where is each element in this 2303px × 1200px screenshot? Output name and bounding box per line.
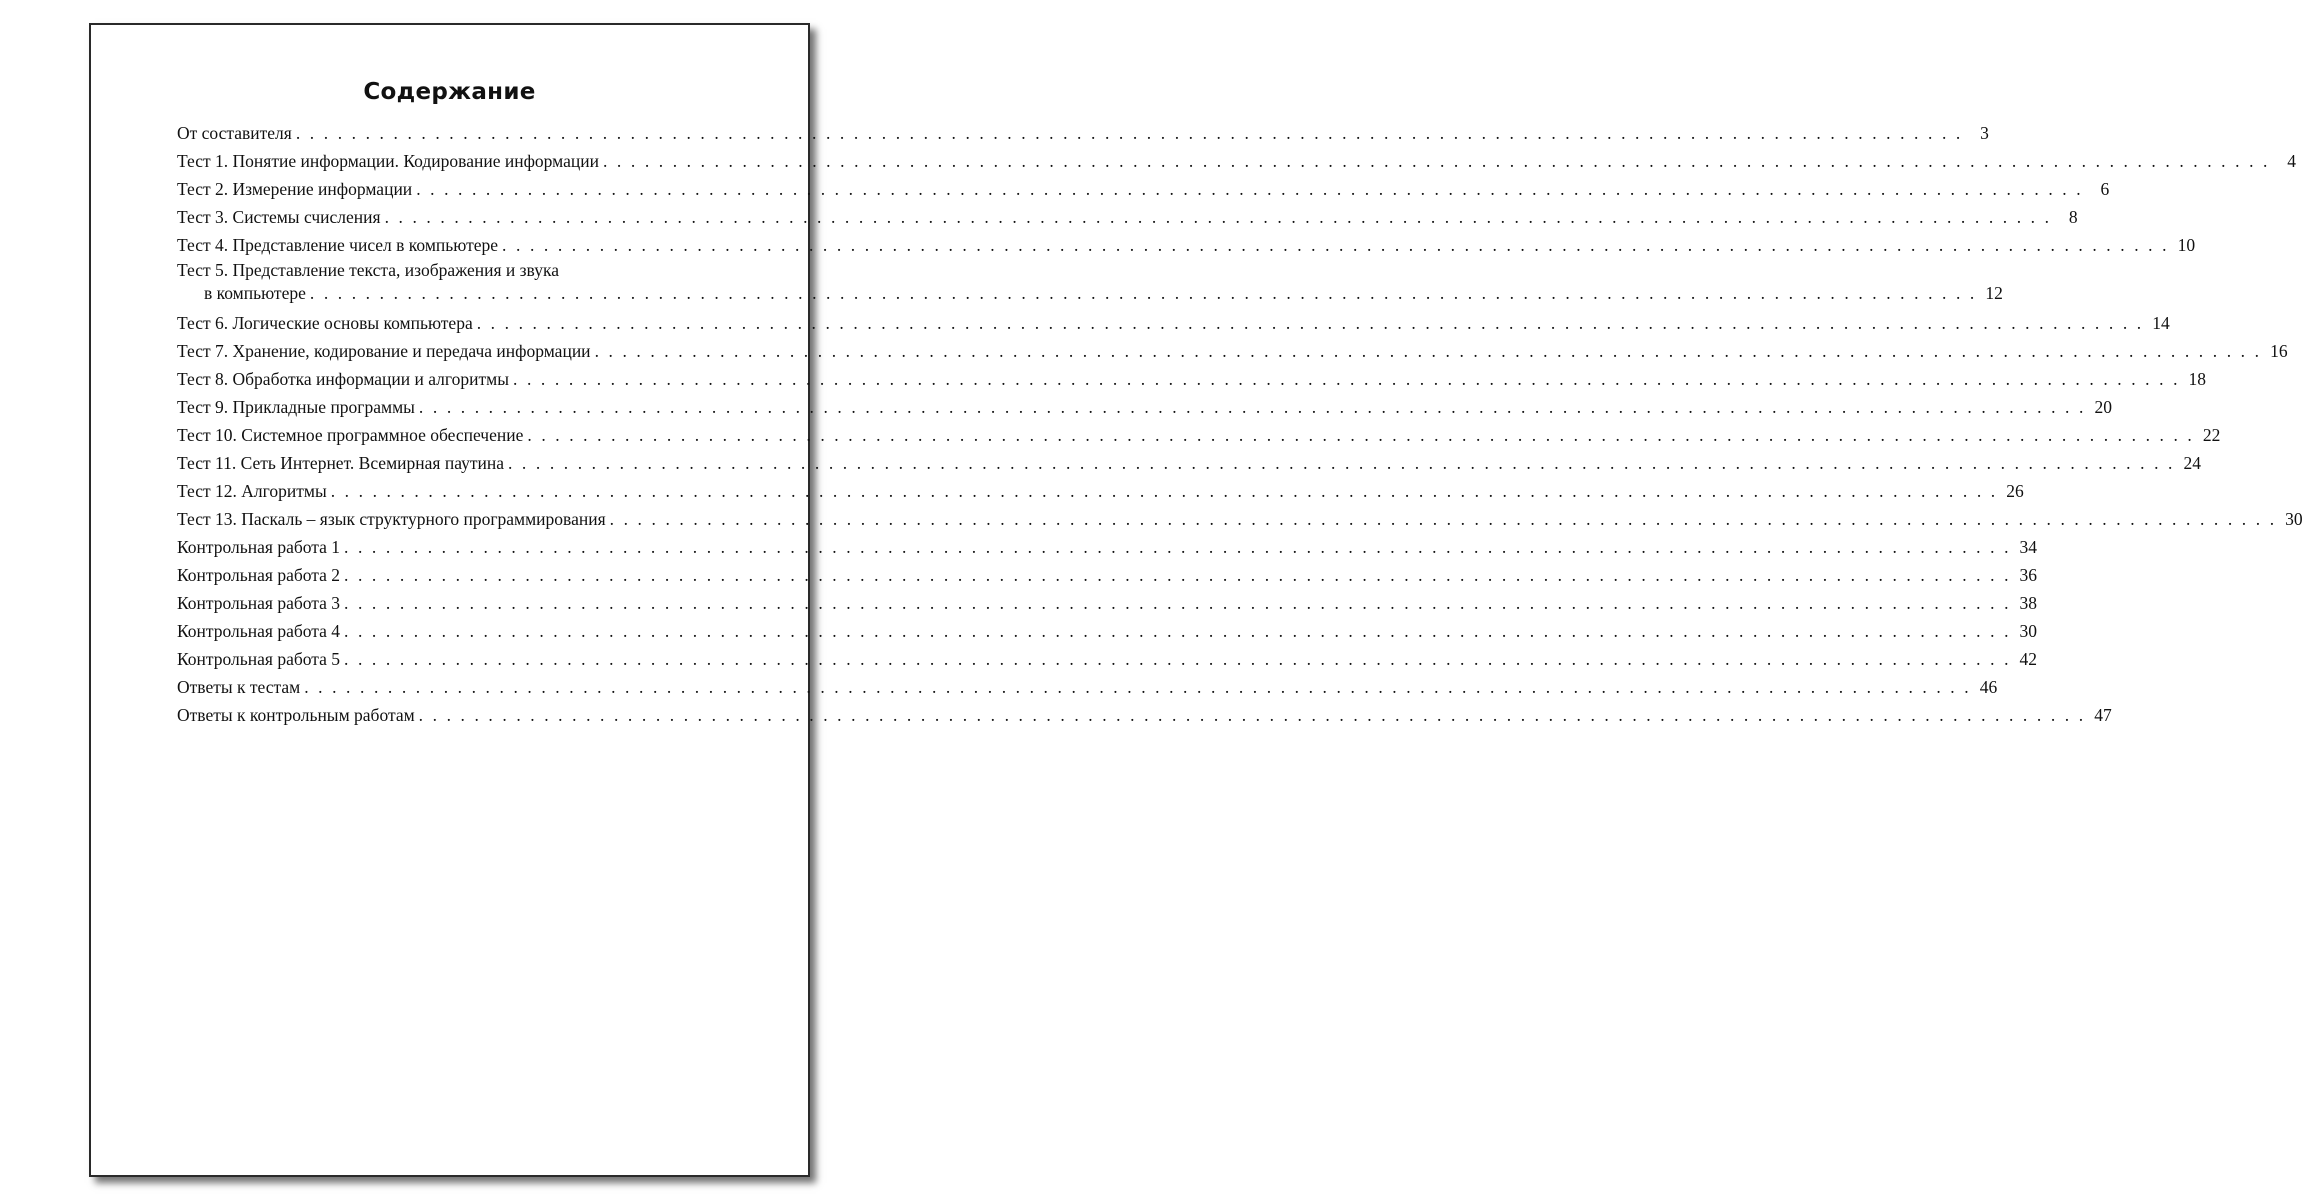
toc-entry-title: Тест 1. Понятие информации. Кодирование информации [177,151,599,171]
toc-entry-title: Тест 8. Обработка информации и алгоритмы [177,369,510,389]
toc-entry [177,645,2038,673]
toc-entry-page-number: 8 [2068,207,2078,227]
toc-entry-title: Тест 9. Прикладные программы [177,397,415,417]
dot-leader: . . . . . . . . . . . . . . . . . . . . . . . . . . . . . . . . . . . . . . . . . . . . . . . . . . . . . . . . . . . . . . . . . . . . . . . . . . . . . . . . . . . . . . . . . . . . . . . . . . . . . . . . . . . . . . . . . . . . . . . . [330,481,1998,501]
toc-entry [177,477,2024,505]
toc-entry [177,421,2221,449]
toc-entry [177,561,2038,589]
dot-leader: . . . . . . . . . . . . . . . . . . . . . . . . . . . . . . . . . . . . . . . . . . . . . . . . . . . . . . . . . . . . . . . . . . . . . . . . . . . . . . . . . . . . . . . . . . . . . . . . . . . . . . . . . . . . . . . . . . . . . . . . [344,593,2012,613]
toc-entry-page-number: 6 [2100,179,2110,199]
dot-leader: . . . . . . . . . . . . . . . . . . . . . . . . . . . . . . . . . . . . . . . . . . . . . . . . . . . . . . . . . . . . . . . . . . . . . . . . . . . . . . . . . . . . . . . . . . . . . . . . . . . . . . . . . . . . . . . . . . . . . . . . [309,283,1977,303]
toc-entry-title: Контрольная работа 1 [177,537,341,557]
dot-leader: . . . . . . . . . . . . . . . . . . . . . . . . . . . . . . . . . . . . . . . . . . . . . . . . . . . . . . . . . . . . . . . . . . . . . . . . . . . . . . . . . . . . . . . . . . . . . . . . . . . . . . . . . . . . . . . . . . . . . . . . [418,705,2086,725]
toc-entry-title: Тест 12. Алгоритмы [177,481,327,501]
toc-entry-title: Тест 4. Представление чисел в компьютере [177,235,499,255]
toc-entry [177,589,2038,617]
toc-entry [177,673,1998,701]
dot-leader: . . . . . . . . . . . . . . . . . . . . . . . . . . . . . . . . . . . . . . . . . . . . . . . . . . . . . . . . . . . . . . . . . . . . . . . . . . . . . . . . . . . . . . . . . . . . . . . . . . . . . . . . . . . . . . . . . . . . . . . . [513,369,2181,389]
toc-entry-page-number: 10 [2177,235,2196,255]
toc-entry-title: Ответы к тестам [177,677,301,697]
dot-leader: . . . . . . . . . . . . . . . . . . . . . . . . . . . . . . . . . . . . . . . . . . . . . . . . . . . . . . . . . . . . . . . . . . . . . . . . . . . . . . . . . . . . . . . . . . . . . . . . . . . . . . . . . . . . . . . . . . . . . . . . [295,123,1963,143]
toc-entry-page-number: 38 [2019,593,2038,613]
toc-entry [177,533,2038,561]
toc-entry-title: Тест 3. Системы счисления [177,207,381,227]
toc-entry-page-number: 30 [2019,621,2038,641]
dot-leader: . . . . . . . . . . . . . . . . . . . . . . . . . . . . . . . . . . . . . . . . . . . . . . . . . . . . . . . . . . . . . . . . . . . . . . . . . . . . . . . . . . . . . . . . . . . . . . . . . . . . . . . . . . . . . . . . . . . . . . . . [344,649,2012,669]
toc-entry-page-number: 16 [2270,341,2288,361]
toc-entry [177,505,2303,533]
toc-entry-title-continuation: в компьютере [204,283,306,303]
dot-leader: . . . . . . . . . . . . . . . . . . . . . . . . . . . . . . . . . . . . . . . . . . . . . . . . . . . . . . . . . . . . . . . . . . . . . . . . . . . . . . . . . . . . . . . . . . . . . . . . . . . . . . . . . . . . . . . . . . . . . . . . [304,677,1972,697]
toc-entry-title: Тест 2. Измерение информации [177,179,413,199]
toc-entry-page-number: 24 [2183,453,2201,473]
document-page [89,23,2303,1177]
page-title: Содержание [363,79,536,105]
toc-entry [177,449,2201,477]
dot-leader: . . . . . . . . . . . . . . . . . . . . . . . . . . . . . . . . . . . . . . . . . . . . . . . . . . . . . . . . . . . . . . . . . . . . . . . . . . . . . . . . . . . . . . . . . . . . . . . . . . . . . . . . . . . . . . . . . . . . . . . . [344,565,2012,585]
toc-entry-page-number: 36 [2019,565,2038,585]
toc-entry-page-number: 47 [2094,705,2112,725]
toc-entry-page-number: 3 [1980,123,1989,143]
toc-entry-title: Тест 6. Логические основы компьютера [177,313,473,333]
toc-entry-page-number: 30 [2285,509,2303,529]
toc-entry-page-number: 4 [2287,151,2296,171]
toc-entry-title: Контрольная работа 2 [177,565,341,585]
toc-entry-title: Тест 10. Системное программное обеспечение [177,425,524,445]
toc-entry-title: Контрольная работа 4 [177,621,341,641]
toc-entry-page-number: 20 [2094,397,2112,417]
dot-leader: . . . . . . . . . . . . . . . . . . . . . . . . . . . . . . . . . . . . . . . . . . . . . . . . . . . . . . . . . . . . . . . . . . . . . . . . . . . . . . . . . . . . . . . . . . . . . . . . . . . . . . . . . . . . . . . . . . . . . . . . [344,537,2012,557]
table-of-contents [177,119,2303,729]
toc-entry-title: Контрольная работа 3 [177,593,341,613]
toc-entry-title: От составителя [177,123,292,143]
dot-leader: . . . . . . . . . . . . . . . . . . . . . . . . . . . . . . . . . . . . . . . . . . . . . . . . . . . . . . . . . . . . . . . . . . . . . . . . . . . . . . . . . . . . . . . . . . . . . . . . . . . . . . . . . . . . . . . . . . . . . . . . [609,509,2277,529]
toc-entry-page-number: 46 [1979,677,1998,697]
toc-entry-title: Контрольная работа 5 [177,649,341,669]
dot-leader: . . . . . . . . . . . . . . . . . . . . . . . . . . . . . . . . . . . . . . . . . . . . . . . . . . . . . . . . . . . . . . . . . . . . . . . . . . . . . . . . . . . . . . . . . . . . . . . . . . . . . . . . . . . . . . . . . . . . . . . . [418,397,2086,417]
toc-entry-title: Тест 7. Хранение, кодирование и передача информации [177,341,591,361]
toc-entry [177,119,1989,147]
toc-entry-page-number: 14 [2152,313,2170,333]
dot-leader: . . . . . . . . . . . . . . . . . . . . . . . . . . . . . . . . . . . . . . . . . . . . . . . . . . . . . . . . . . . . . . . . . . . . . . . . . . . . . . . . . . . . . . . . . . . . . . . . . . . . . . . . . . . . . . . . . . . . . . . . [527,425,2195,445]
toc-entry-page-number: 22 [2202,425,2221,445]
toc-entry-page-number: 18 [2188,369,2207,389]
toc-entry [177,309,2170,337]
dot-leader: . . . . . . . . . . . . . . . . . . . . . . . . . . . . . . . . . . . . . . . . . . . . . . . . . . . . . . . . . . . . . . . . . . . . . . . . . . . . . . . . . . . . . . . . . . . . . . . . . . . . . . . . . . . . . . . . . . . . . . . . [502,235,2170,255]
dot-leader: . . . . . . . . . . . . . . . . . . . . . . . . . . . . . . . . . . . . . . . . . . . . . . . . . . . . . . . . . . . . . . . . . . . . . . . . . . . . . . . . . . . . . . . . . . . . . . . . . . . . . . . . . . . . . . . . . . . . . . . . [344,621,2012,641]
toc-entry [177,175,2110,203]
toc-entry [177,231,2196,259]
toc-entry [177,337,2288,365]
toc-entry-title: Тест 11. Сеть Интернет. Всемирная паутина [177,453,504,473]
dot-leader: . . . . . . . . . . . . . . . . . . . . . . . . . . . . . . . . . . . . . . . . . . . . . . . . . . . . . . . . . . . . . . . . . . . . . . . . . . . . . . . . . . . . . . . . . . . . . . . . . . . . . . . . . . . . . . . . . . . . . . . . [476,313,2144,333]
toc-entry [177,617,2038,645]
dot-leader: . . . . . . . . . . . . . . . . . . . . . . . . . . . . . . . . . . . . . . . . . . . . . . . . . . . . . . . . . . . . . . . . . . . . . . . . . . . . . . . . . . . . . . . . . . . . . . . . . . . . . . . . . . . . . . . . . . . . . . . . [594,341,2262,361]
toc-entry [177,203,2078,231]
toc-entry-page-number: 26 [2006,481,2024,501]
toc-entry [177,701,2112,729]
toc-entry-title: Тест 13. Паскаль – язык структурного программирования [177,509,606,529]
toc-entry-page-number: 12 [1985,283,2003,303]
toc-entry [177,259,2003,309]
toc-entry [177,365,2207,393]
toc-entry-title: Тест 5. Представление текста, изображения и звука [177,260,559,280]
toc-entry-title: Ответы к контрольным работам [177,705,415,725]
dot-leader: . . . . . . . . . . . . . . . . . . . . . . . . . . . . . . . . . . . . . . . . . . . . . . . . . . . . . . . . . . . . . . . . . . . . . . . . . . . . . . . . . . . . . . . . . . . . . . . . . . . . . . . . . . . . . . . . . . . . . . . . [416,179,2084,199]
toc-entry [177,147,2296,175]
dot-leader: . . . . . . . . . . . . . . . . . . . . . . . . . . . . . . . . . . . . . . . . . . . . . . . . . . . . . . . . . . . . . . . . . . . . . . . . . . . . . . . . . . . . . . . . . . . . . . . . . . . . . . . . . . . . . . . . . . . . . . . . [384,207,2052,227]
toc-entry [177,393,2112,421]
toc-entry-page-number: 34 [2019,537,2038,557]
dot-leader: . . . . . . . . . . . . . . . . . . . . . . . . . . . . . . . . . . . . . . . . . . . . . . . . . . . . . . . . . . . . . . . . . . . . . . . . . . . . . . . . . . . . . . . . . . . . . . . . . . . . . . . . . . . . . . . . . . . . . . . . [507,453,2175,473]
dot-leader: . . . . . . . . . . . . . . . . . . . . . . . . . . . . . . . . . . . . . . . . . . . . . . . . . . . . . . . . . . . . . . . . . . . . . . . . . . . . . . . . . . . . . . . . . . . . . . . . . . . . . . . . . . . . . . . . . . . . . . . . [602,151,2270,171]
toc-entry-page-number: 42 [2019,649,2038,669]
